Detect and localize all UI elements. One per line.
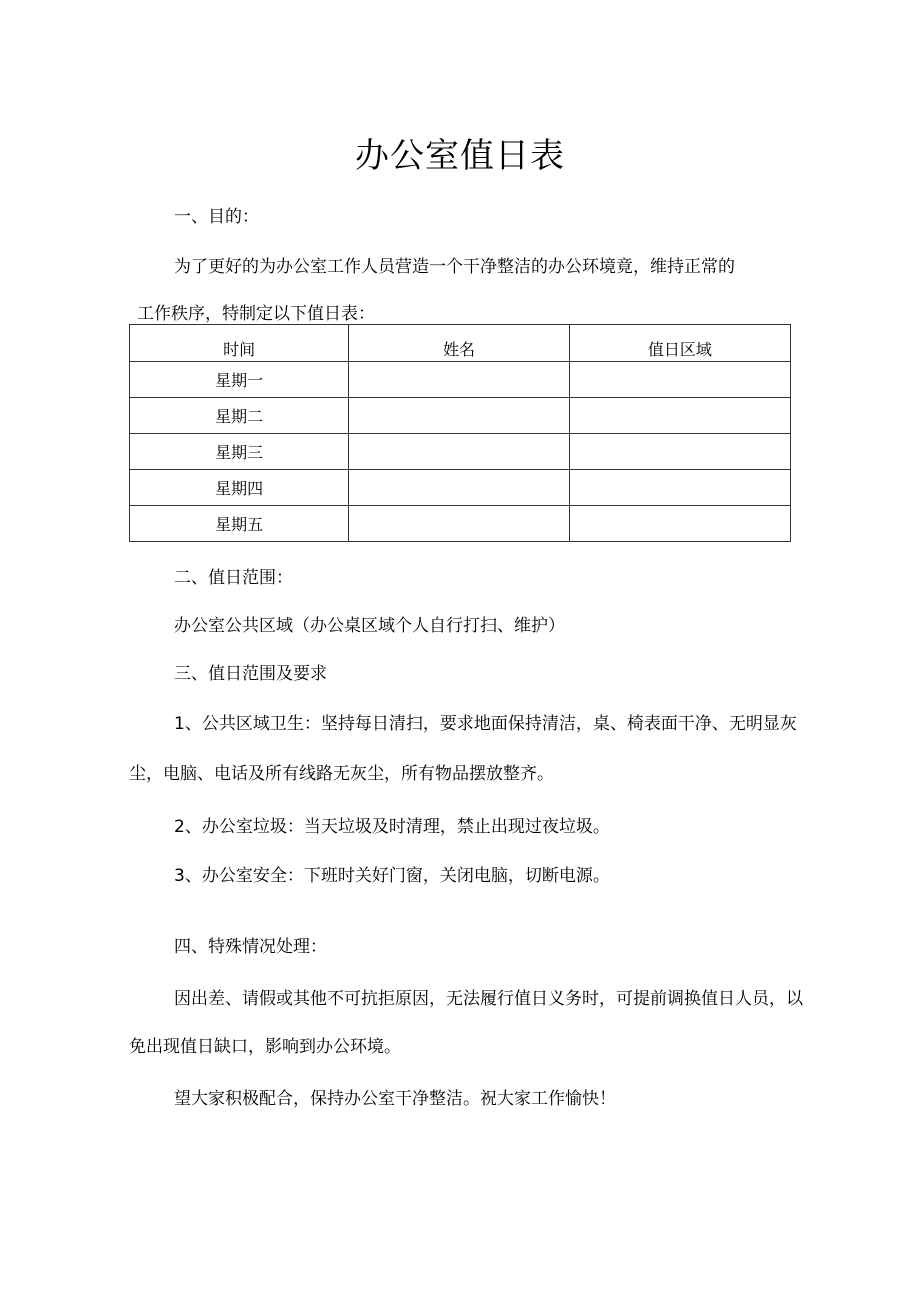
cell-area xyxy=(569,398,790,434)
section-4-text-line2: 免出现值日缺口，影响到办公环境。 xyxy=(129,1037,401,1057)
table-row xyxy=(130,398,791,434)
closing-text: 望大家积极配合，保持办公室干净整洁。祝大家工作愉快！ xyxy=(174,1089,616,1109)
table-header-row xyxy=(130,325,791,362)
section-1-text-line1: 为了更好的为办公室工作人员营造一个干净整洁的办公环境竟，维持正常的 xyxy=(174,257,735,277)
cell-name xyxy=(349,470,569,506)
duty-table xyxy=(129,324,791,542)
section-1-text-line2: 工作秩序，特制定以下值日表： xyxy=(137,304,375,324)
document-title: 办公室值日表 xyxy=(355,136,565,176)
section-4-text-line1: 因出差、请假或其他不可抗拒原因，无法履行值日义务时，可提前调换值日人员，以 xyxy=(174,989,803,1009)
cell-area xyxy=(569,506,790,542)
cell-area xyxy=(569,470,790,506)
header-time: 时间 xyxy=(130,325,349,362)
header-area: 值日区域 xyxy=(569,325,790,362)
section-3-item-1-line1: 1、公共区域卫生：坚持每日清扫，要求地面保持清洁，桌、椅表面干净、无明显灰 xyxy=(174,714,797,734)
cell-day: 星期一 xyxy=(130,362,349,398)
section-3-item-2: 2、办公室垃圾：当天垃圾及时清理，禁止出现过夜垃圾。 xyxy=(174,817,610,837)
cell-day: 星期五 xyxy=(130,506,349,542)
cell-day: 星期三 xyxy=(130,434,349,470)
header-name: 姓名 xyxy=(349,325,569,362)
cell-name xyxy=(349,362,569,398)
table-row xyxy=(130,362,791,398)
section-3-item-1-line2: 尘，电脑、电话及所有线路无灰尘，所有物品摆放整齐。 xyxy=(129,764,554,784)
cell-name xyxy=(349,434,569,470)
section-1-heading: 一、目的： xyxy=(174,207,259,227)
table-row xyxy=(130,434,791,470)
cell-name xyxy=(349,506,569,542)
section-2-heading: 二、值日范围： xyxy=(174,568,293,588)
section-3-item-3: 3、办公室安全：下班时关好门窗，关闭电脑，切断电源。 xyxy=(174,866,610,886)
section-3-heading: 三、值日范围及要求 xyxy=(174,664,327,684)
section-2-text: 办公室公共区域（办公桌区域个人自行打扫、维护） xyxy=(174,616,565,636)
table-row xyxy=(130,506,791,542)
table-row xyxy=(130,470,791,506)
cell-day: 星期二 xyxy=(130,398,349,434)
section-4-heading: 四、特殊情况处理： xyxy=(174,937,327,957)
cell-day: 星期四 xyxy=(130,470,349,506)
cell-name xyxy=(349,398,569,434)
cell-area xyxy=(569,434,790,470)
cell-area xyxy=(569,362,790,398)
